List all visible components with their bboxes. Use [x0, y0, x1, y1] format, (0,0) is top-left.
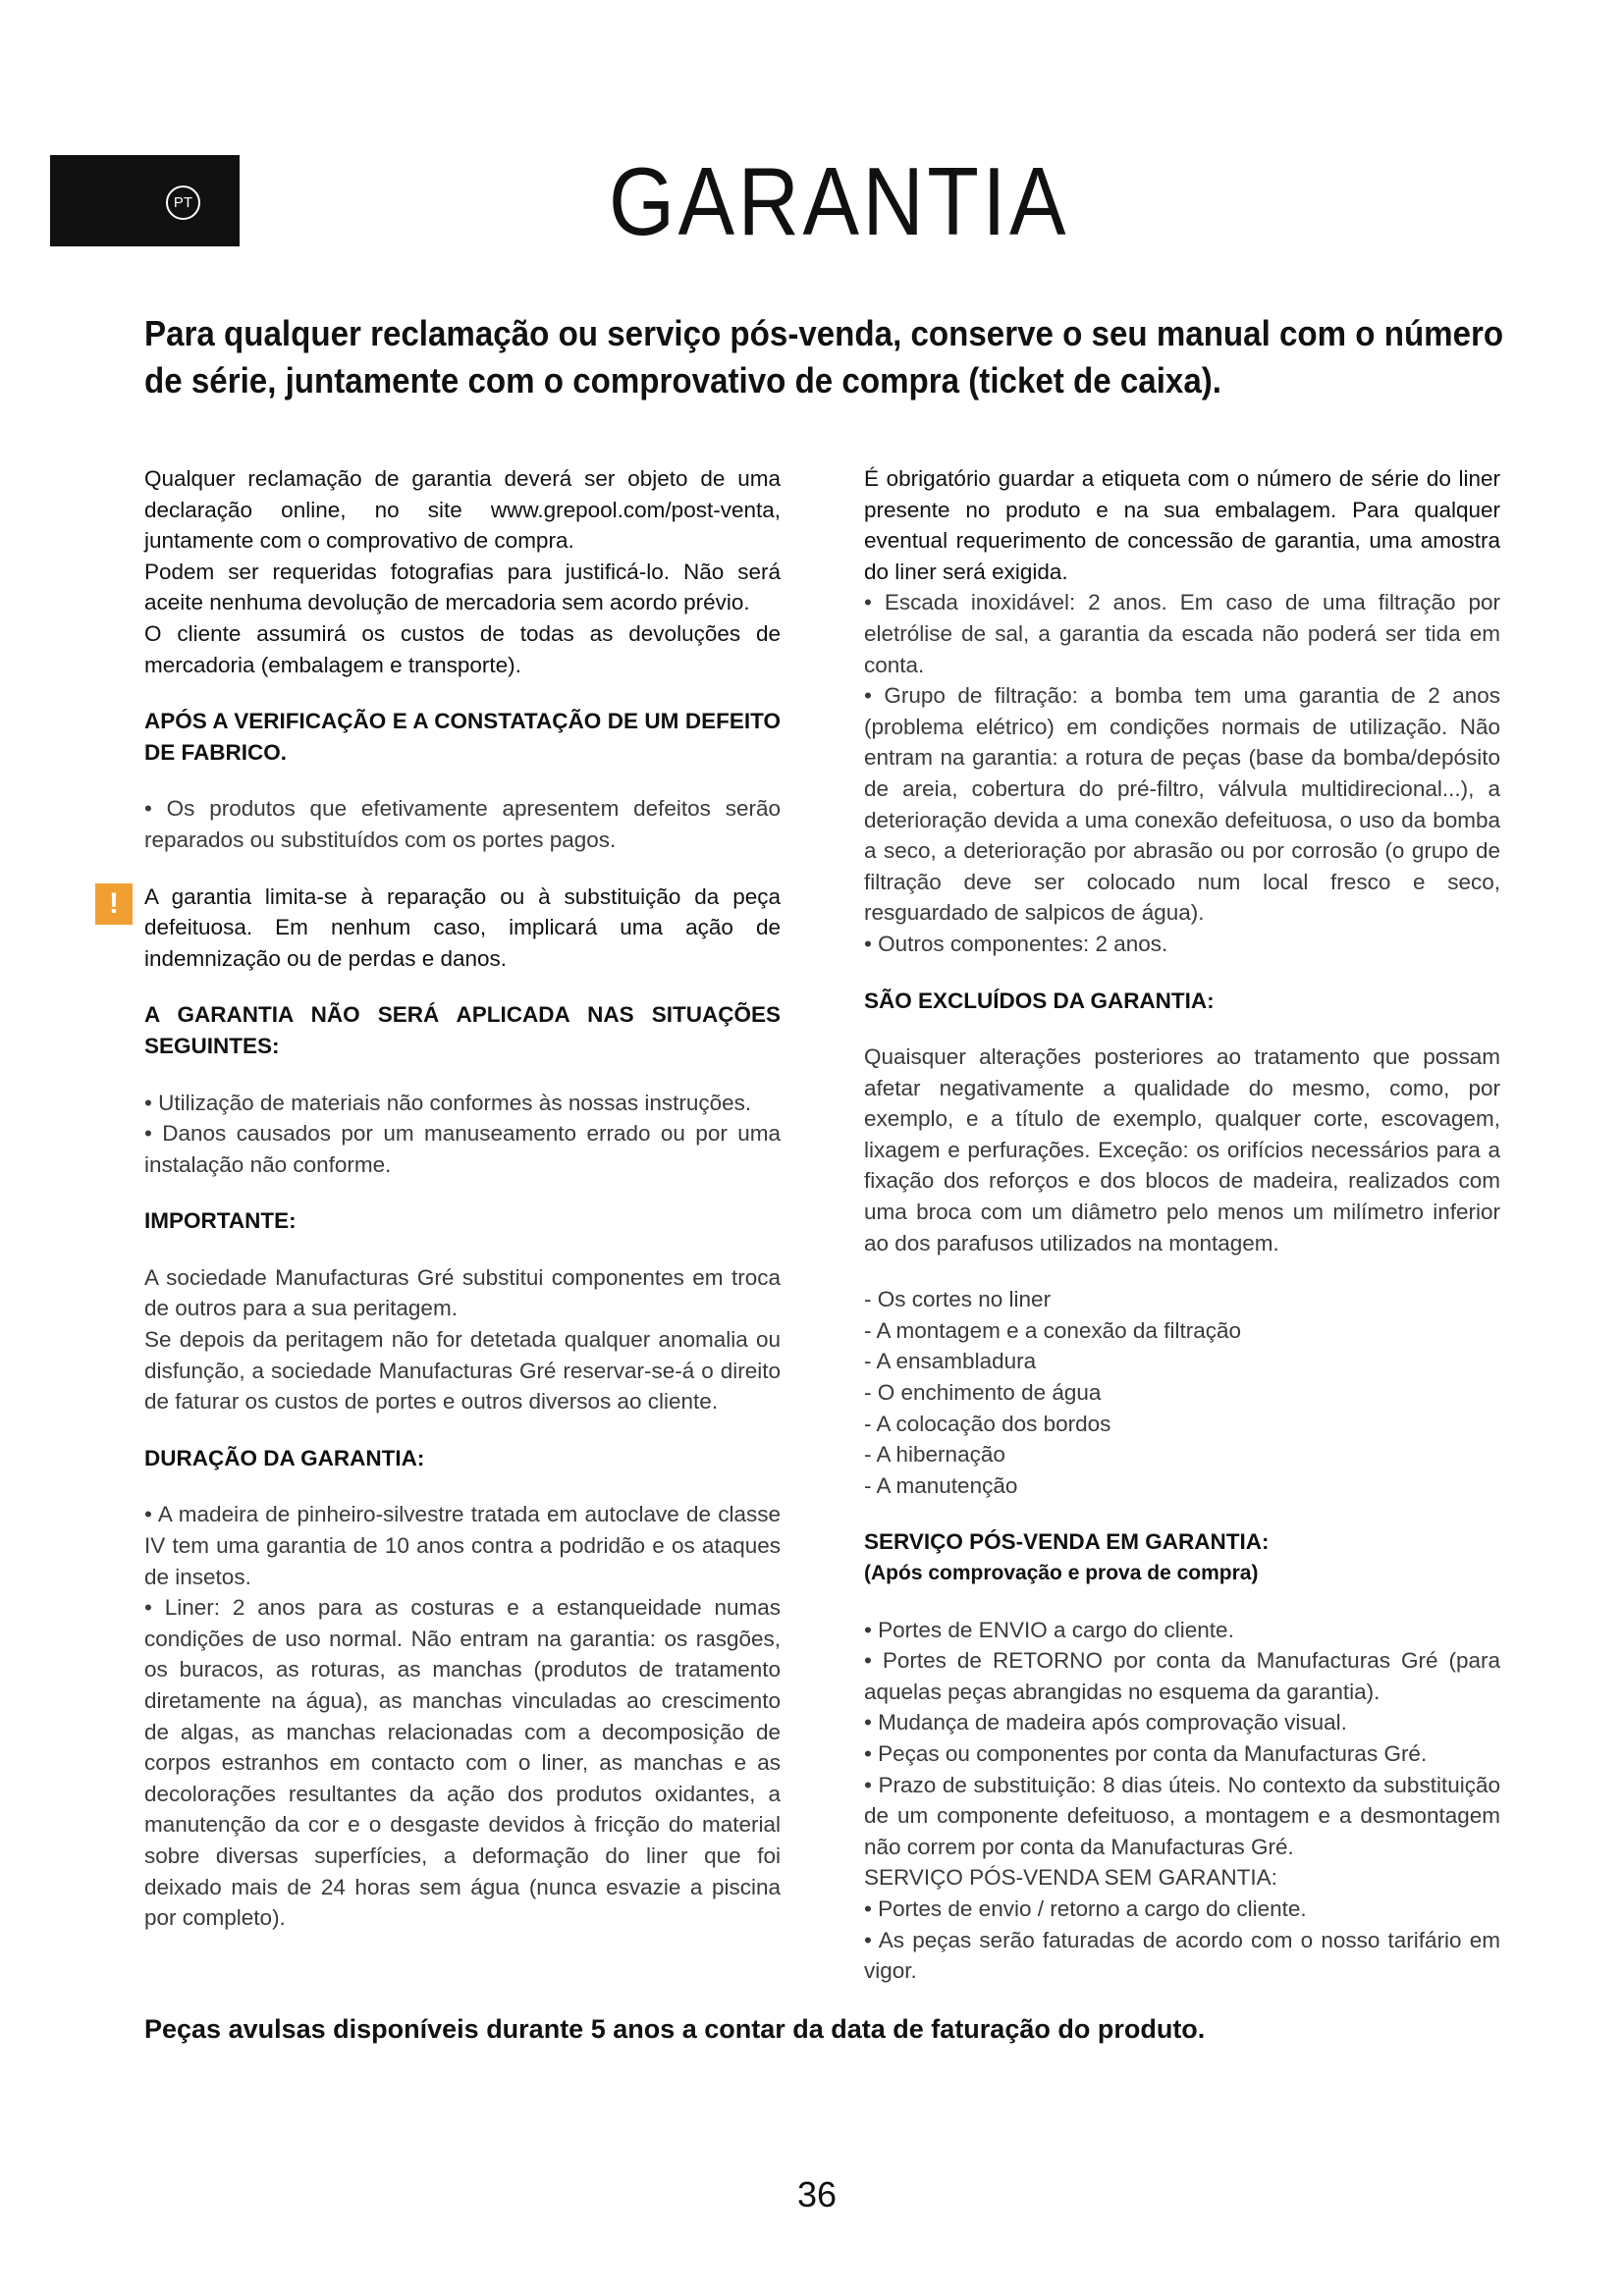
not-applied-item: • Danos causados por um manuseamento errado ou por uma instalação não conforme.	[144, 1121, 781, 1177]
defect-heading: APÓS A VERIFICAÇÃO E A CONSTATAÇÃO DE UM DEFEITO DE FABRICO.	[144, 709, 781, 765]
not-applied-item: • Utilização de materiais não conformes às nossas instruções.	[144, 1090, 752, 1115]
excluded-list-item: - Os cortes no liner	[864, 1287, 1052, 1312]
excluded-list-item: - A montagem e a conexão da filtração	[864, 1317, 1241, 1343]
excluded-list-item: - A manutenção	[864, 1472, 1018, 1498]
important-heading: IMPORTANTE:	[144, 1208, 297, 1234]
excluded-heading: SÃO EXCLUÍDOS DA GARANTIA:	[864, 988, 1215, 1013]
excluded-paragraph: Quaisquer alterações posteriores ao tratamento que possam afetar negativamente a qualidade do mesmo, como, por exemplo, e a título de exemplo, qualquer corte, escovagem, lixagem e perfurações. Exceção: os orifícios necessários para a fixação dos reforços e dos blocos de madeira, realizados com uma broca com um diâmetro pelo menos um milímetro inferior ao dos parafusos utilizados na montagem.	[864, 1044, 1500, 1255]
warning-block	[109, 881, 781, 975]
costs-paragraph: O cliente assumirá os custos de todas as devoluções de mercadoria (embalagem e transporte).	[144, 620, 781, 677]
service-item: • Mudança de madeira após comprovação visual.	[864, 1710, 1347, 1735]
language-badge: PT	[166, 186, 200, 220]
service-item: • Portes de ENVIO a cargo do cliente.	[864, 1617, 1234, 1642]
duration-item: • Liner: 2 anos para as costuras e a estanqueidade numas condições de uso normal. Não entram na garantia: os rasgões, os buracos, as roturas, as manchas (produtos de tratamento diretamente na água), as manchas vinculadas ao crescimento de algas, as manchas relacionadas com a decomposição de corpos estranhos em contacto com o liner, as manchas e as decolorações resultantes da ação dos produtos oxidantes, a manutenção da cor e o desgaste devidos à fricção do material sobre diversas superfícies, a deformação do liner que foi deixado mais de 24 horas sem água (nunca esvazie a piscina por completo).	[144, 1595, 781, 1931]
service-item: • Portes de RETORNO por conta da Manufacturas Gré (para aquelas peças abrangidas no esquema da garantia).	[864, 1648, 1500, 1704]
warranty-item: • Escada inoxidável: 2 anos. Em caso de uma filtração por eletrólise de sal, a garantia da escada não poderá ser tida em conta.	[864, 590, 1500, 677]
warning-text: A garantia limita-se à reparação ou à substituição da peça defeituosa. Em nenhum caso, implicará uma ação de indemnização ou de perdas e danos.	[144, 883, 781, 971]
excluded-list-item: - O enchimento de água	[864, 1380, 1102, 1406]
warranty-item: • Outros componentes: 2 anos.	[864, 931, 1168, 956]
language-tab	[50, 155, 240, 246]
service-item: • Portes de envio / retorno a cargo do cliente.	[864, 1896, 1307, 1921]
page-number: 36	[797, 2174, 838, 2215]
excluded-list-item: - A hibernação	[864, 1442, 1005, 1468]
service-subheading: (Após comprovação e prova de compra)	[864, 1562, 1259, 1584]
not-applied-heading: A GARANTIA NÃO SERÁ APLICADA NAS SITUAÇÕES SEGUINTES:	[144, 1002, 781, 1058]
defect-bullet: • Os produtos que efetivamente apresentem defeitos serão reparados ou substituídos com os portes pagos.	[144, 796, 781, 852]
important-paragraph: A sociedade Manufacturas Gré substitui componentes em troca de outros para a sua peritagem.	[144, 1264, 781, 1321]
duration-item: • A madeira de pinheiro-silvestre tratada em autoclave de classe IV tem uma garantia de 10 anos contra a podridão e os ataques de insetos.	[144, 1502, 781, 1589]
service-heading: SERVIÇO PÓS-VENDA EM GARANTIA:	[864, 1529, 1270, 1555]
photos-paragraph: Podem ser requeridas fotografias para justificá-lo. Não será aceite nenhuma devolução de mercadoria sem acordo prévio.	[144, 559, 781, 615]
claim-paragraph: Qualquer reclamação de garantia deverá ser objeto de uma declaração online, no site www.grepool.com/post-venta, juntamente com o comprovativo de compra.	[144, 466, 781, 554]
excluded-list-item: - A ensambladura	[864, 1349, 1037, 1374]
important-paragraph: Se depois da peritagem não for detetada qualquer anomalia ou disfunção, a sociedade Manufacturas Gré reservar-se-á o direito de faturar os custos de portes e outros diversos ao cliente.	[144, 1327, 781, 1415]
page-title: GARANTIA	[609, 147, 1070, 255]
warranty-item: • Grupo de filtração: a bomba tem uma garantia de 2 anos (problema elétrico) em condições normais de utilização. Não entram na garantia: a rotura de peças (base da bomba/depósito de areia, cobertura do pré-filtro, válvula multidirecional...), a deterioração devida a uma conexão defeituosa, o uso da bomba a seco, a deterioração por abrasão ou por corrosão (o grupo de filtração deve ser colocado num local fresco e seco, resguardado de salpicos de água).	[864, 683, 1500, 926]
service-item: • Prazo de substituição: 8 dias úteis. No contexto da substituição de um componente defeituoso, a montagem e a desmontagem não correm por conta da Manufacturas Gré.	[864, 1772, 1500, 1859]
duration-heading: DURAÇÃO DA GARANTIA:	[144, 1445, 425, 1470]
warning-icon: !	[95, 883, 133, 925]
serial-paragraph: É obrigatório guardar a etiqueta com o número de série do liner presente no produto e na sua embalagem. Para qualquer eventual requerimento de concessão de garantia, uma amostra do liner será exigida.	[864, 466, 1500, 584]
service-item: • Peças ou componentes por conta da Manufacturas Gré.	[864, 1740, 1428, 1766]
service-no-warranty-label: SERVIÇO PÓS-VENDA SEM GARANTIA:	[864, 1865, 1277, 1891]
intro-statement: Para qualquer reclamação ou serviço pós-venda, conserve o seu manual com o número de série, juntamente com o comprovativo de compra (ticket de caixa).	[144, 313, 1504, 400]
spare-parts-note: Peças avulsas disponíveis durante 5 anos a contar da data de faturação do produto.	[144, 2014, 1206, 2044]
left-column	[109, 463, 781, 1934]
service-item: • As peças serão faturadas de acordo com o nosso tarifário em vigor.	[864, 1927, 1500, 1984]
excluded-list-item: - A colocação dos bordos	[864, 1411, 1111, 1436]
right-column	[864, 463, 1500, 1987]
